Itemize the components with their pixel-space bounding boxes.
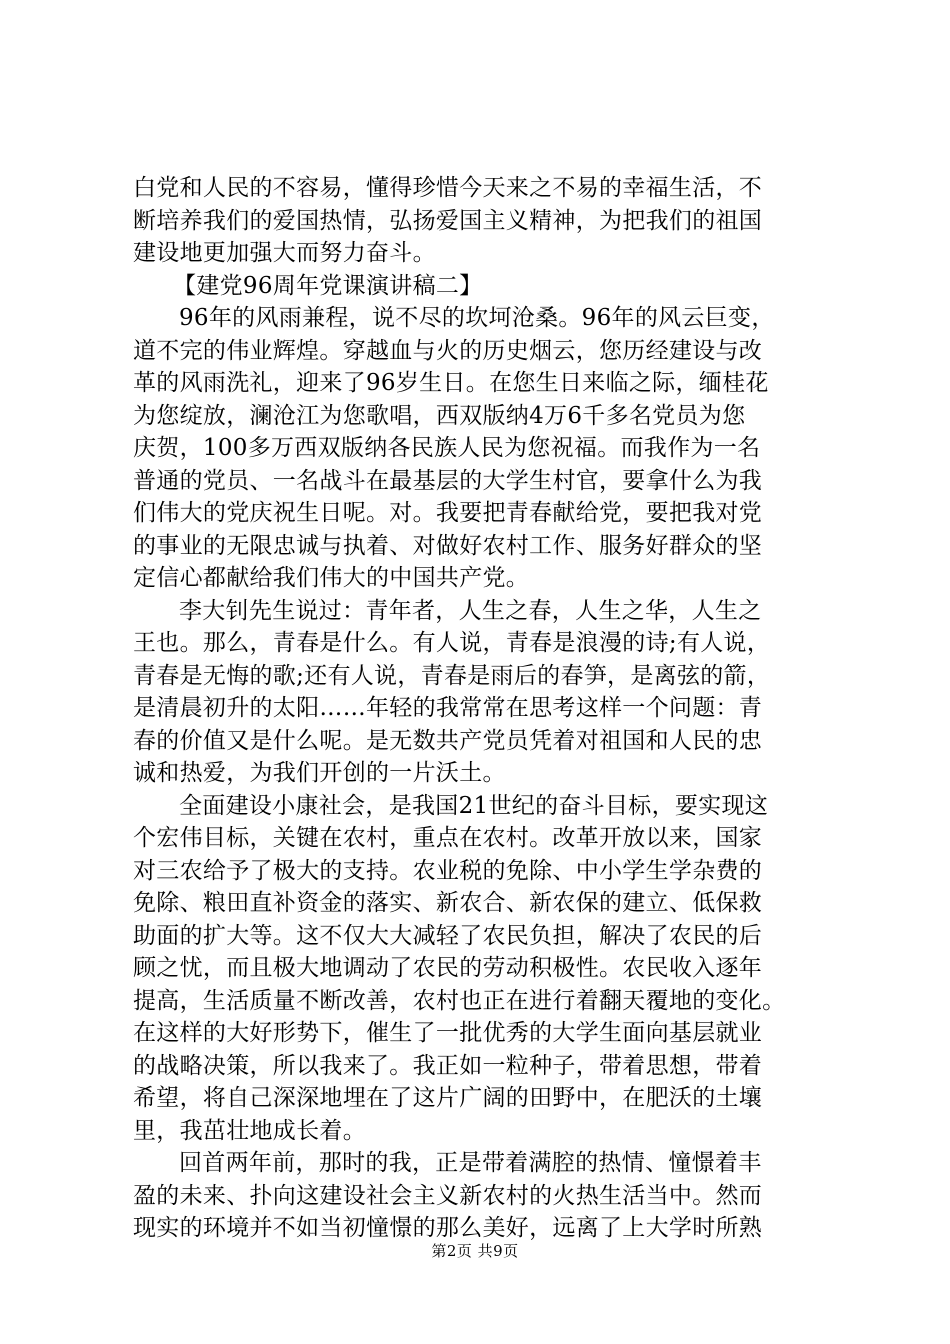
section-heading: 【建党96周年党课演讲稿二】 (173, 272, 483, 299)
text-line: 对三农给予了极大的支持。农业税的免除、中小学生学杂费的 (133, 857, 763, 884)
text-line: 现实的环境并不如当初憧憬的那么美好，远离了上大学时所熟 (133, 1215, 763, 1241)
text-line: 青春是无悔的歌;还有人说，青春是雨后的春笋，是离弦的箭， (133, 662, 771, 689)
text-line: 王也。那么，青春是什么。有人说，青春是浪漫的诗;有人说， (133, 630, 771, 656)
text-line: 回首两年前，那时的我，正是带着满腔的热情、憧憬着丰 (179, 1150, 762, 1176)
page-footer: 第2页 共9页 (431, 1242, 519, 1260)
text-line: 是清晨初升的太阳……年轻的我常常在思考这样一个问题：青 (133, 695, 763, 721)
text-line: 白党和人民的不容易，懂得珍惜今天来之不易的幸福生活，不 (133, 175, 763, 201)
text-line: 的事业的无限忠诚与执着、对做好农村工作、服务好群众的坚 (133, 532, 763, 559)
text-line: 革的风雨洗礼，迎来了96岁生日。在您生日来临之际，缅桂花 (133, 370, 769, 396)
text-line: 全面建设小康社会，是我国21世纪的奋斗目标，要实现这 (179, 792, 769, 819)
text-line: 个宏伟目标，关键在农村，重点在农村。改革开放以来，国家 (133, 825, 763, 851)
text-line: 里，我茁壮地成长着。 (133, 1117, 366, 1144)
text-line: 为您绽放，澜沧江为您歌唱，西双版纳4万6千多名党员为您 (133, 402, 746, 429)
text-line: 定信心都献给我们伟大的中国共产党。 (133, 565, 530, 591)
text-line: 诚和热爱，为我们开创的一片沃土。 (133, 760, 506, 786)
text-line: 道不完的伟业辉煌。穿越血与火的历史烟云，您历经建设与改 (133, 337, 763, 364)
text-line: 的战略决策，所以我来了。我正如一粒种子，带着思想，带着 (133, 1052, 763, 1079)
text-line: 在这样的大好形势下，催生了一批优秀的大学生面向基层就业 (133, 1020, 763, 1046)
text-line: 96年的风雨兼程，说不尽的坎坷沧桑。96年的风云巨变， (179, 305, 775, 331)
text-line: 断培养我们的爱国热情，弘扬爱国主义精神，为把我们的祖国 (133, 207, 763, 234)
text-line: 庆贺，100多万西双版纳各民族人民为您祝福。而我作为一名 (133, 435, 761, 461)
text-line: 春的价值又是什么呢。是无数共产党员凭着对祖国和人民的忠 (133, 727, 763, 754)
text-line: 普通的党员、一名战斗在最基层的大学生村官，要拿什么为我 (133, 467, 763, 494)
text-line: 盈的未来、扑向这建设社会主义新农村的火热生活当中。然而 (133, 1182, 763, 1209)
text-line: 们伟大的党庆祝生日呢。对。我要把青春献给党，要把我对党 (133, 500, 763, 526)
text-line: 免除、粮田直补资金的落实、新农合、新农保的建立、低保救 (133, 890, 763, 916)
text-line: 建设地更加强大而努力奋斗。 (133, 240, 436, 266)
text-line: 助面的扩大等。这不仅大大减轻了农民负担，解决了农民的后 (133, 922, 763, 949)
document-body (133, 172, 833, 1245)
text-line: 李大钊先生说过：青年者，人生之春，人生之华，人生之 (179, 597, 762, 624)
text-line: 提高，生活质量不断改善，农村也正在进行着翻天覆地的变化。 (133, 987, 786, 1014)
text-line: 希望，将自己深深地埋在了这片广阔的田野中，在肥沃的土壤 (133, 1085, 763, 1111)
text-line: 顾之忧，而且极大地调动了农民的劳动积极性。农民收入逐年 (133, 955, 763, 981)
